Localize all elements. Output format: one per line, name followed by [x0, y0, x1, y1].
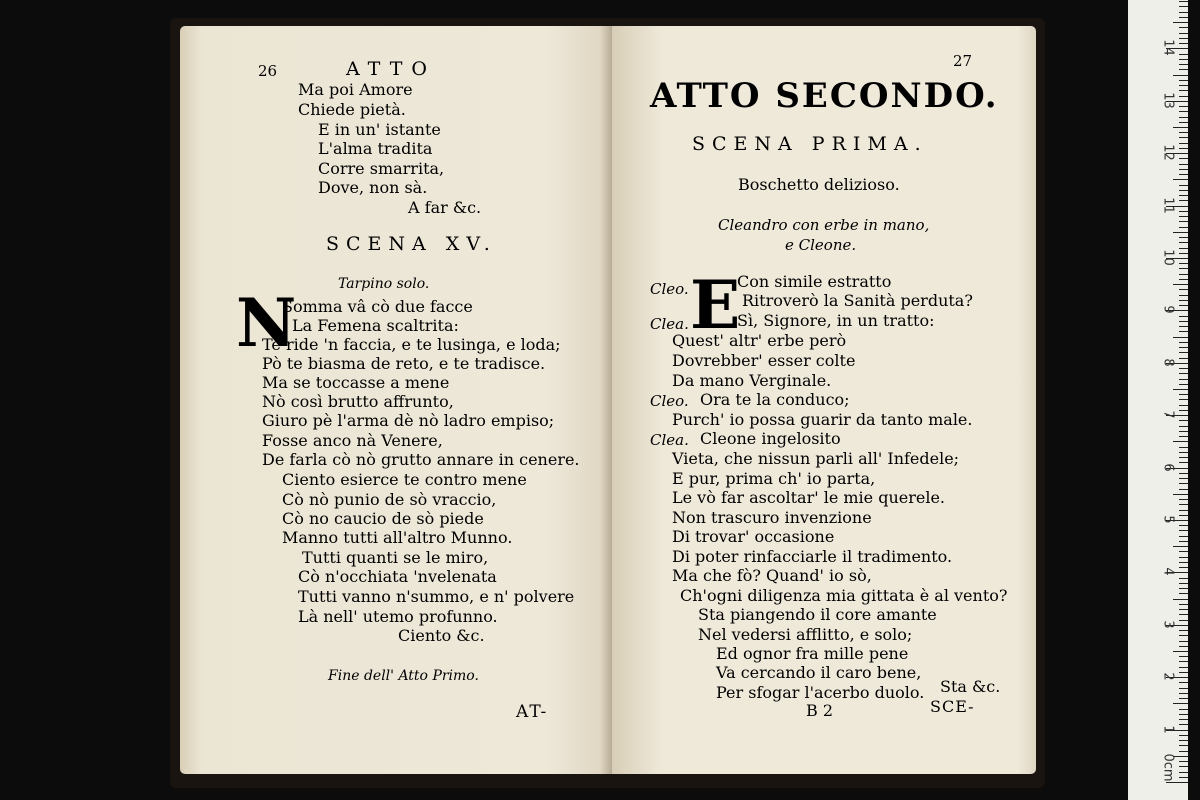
ruler-tick — [1179, 54, 1188, 55]
ruler-tick — [1179, 43, 1188, 44]
ruler-tick — [1179, 216, 1188, 217]
ruler-tick — [1179, 64, 1188, 65]
ruler-tick — [1179, 447, 1188, 448]
verse-line: De farla cò nò grutto annare in cenere. — [262, 450, 580, 469]
dialogue-line: Ma che fò? Quand' io sò, — [672, 566, 872, 585]
ruler-tick — [1179, 515, 1188, 516]
ruler-tick — [1179, 347, 1188, 348]
verse-line: Tutti vanno n'summo, e n' polvere — [298, 587, 575, 606]
ruler-tick — [1179, 525, 1188, 526]
dialogue-line: Ora te la conduco; — [700, 390, 850, 409]
ruler-tick — [1173, 389, 1188, 390]
ruler-tick — [1179, 672, 1188, 673]
ruler-tick — [1173, 651, 1188, 652]
ruler-tick — [1179, 661, 1188, 662]
ruler-tick — [1179, 211, 1188, 212]
ruler-tick — [1179, 431, 1188, 432]
ruler-tick — [1179, 85, 1188, 86]
dialogue-line: Ritroverò la Sanità perduta? — [742, 291, 973, 310]
ruler-tick — [1179, 227, 1188, 228]
ruler-tick — [1179, 221, 1188, 222]
ruler-tick — [1179, 604, 1188, 605]
verse-line: Cò nò punio de sò vraccio, — [282, 490, 497, 509]
ruler-tick — [1179, 688, 1188, 689]
ruler-tick — [1179, 420, 1188, 421]
verse-line: Cò no caucio de sò piede — [282, 509, 484, 528]
verse-line: La Femena scaltrita: — [292, 316, 459, 335]
verse-line: Chiede pietà. — [298, 100, 406, 119]
scene-heading: SCENA XV. — [326, 233, 497, 255]
dialogue-line: Vieta, che nissun parli all' Infedele; — [672, 449, 960, 468]
ruler-tick — [1179, 478, 1188, 479]
ruler-tick — [1179, 342, 1188, 343]
ruler-tick — [1179, 137, 1188, 138]
ruler-tick — [1173, 337, 1188, 338]
dialogue-line: Quest' altr' erbe però — [672, 331, 847, 350]
catchword: SCE- — [930, 697, 975, 716]
ruler-tick — [1179, 646, 1188, 647]
ruler-tick — [1179, 289, 1188, 290]
ruler-tick — [1179, 399, 1188, 400]
ruler-tick — [1179, 766, 1188, 767]
dialogue-line: Con simile estratto — [737, 272, 892, 291]
ruler-tick — [1173, 75, 1188, 76]
ruler-tick — [1179, 143, 1188, 144]
ruler-tick — [1179, 719, 1188, 720]
ruler-tick — [1179, 473, 1188, 474]
ruler-tick — [1179, 635, 1188, 636]
ruler-tick — [1179, 358, 1188, 359]
ruler-tick — [1179, 578, 1188, 579]
ruler-tick — [1179, 106, 1188, 107]
dialogue-line: E pur, prima ch' io parta, — [672, 469, 876, 488]
ruler-tick — [1179, 593, 1188, 594]
dialogue-line: Sta &c. — [940, 677, 1001, 696]
ruler-label: 10 — [1160, 249, 1176, 266]
ruler-tick — [1179, 426, 1188, 427]
ruler-tick — [1179, 263, 1188, 264]
left-running-head: ATTO — [346, 58, 436, 80]
dialogue-line: Ed ognor fra mille pene — [716, 644, 909, 663]
ruler-tick — [1179, 253, 1188, 254]
ruler-tick — [1179, 772, 1188, 773]
ruler-tick — [1179, 174, 1188, 175]
speaker-label: Clea. — [650, 315, 689, 333]
end-of-act-note: Fine dell' Atto Primo. — [328, 668, 479, 684]
drop-capital: E — [690, 266, 741, 344]
ruler-tick — [1179, 667, 1188, 668]
ruler-label: 13 — [1160, 92, 1176, 109]
ruler-label: 1 — [1160, 724, 1176, 734]
dialogue-line: Purch' io possa guarir da tanto male. — [672, 410, 973, 429]
verse-line: Nò così brutto affrunto, — [262, 392, 454, 411]
ruler-tick — [1179, 777, 1188, 778]
ruler-tick — [1179, 368, 1188, 369]
dialogue-line: Non trascuro invenzione — [672, 508, 872, 527]
ruler-tick — [1179, 735, 1188, 736]
ruler-tick — [1179, 714, 1188, 715]
ruler-tick — [1179, 557, 1188, 558]
ruler-label: 11 — [1160, 196, 1176, 214]
ruler-tick — [1179, 551, 1188, 552]
ruler-tick — [1179, 457, 1188, 458]
ruler-tick — [1173, 22, 1188, 23]
ruler-tick — [1179, 132, 1188, 133]
ruler-label: 0cm — [1160, 753, 1176, 782]
dialogue-line: Va cercando il caro bene, — [716, 663, 922, 682]
ruler-tick — [1179, 352, 1188, 353]
speaker-label: Clea. — [650, 431, 689, 449]
ruler-label: 7 — [1160, 410, 1176, 419]
dialogue-line: Di trovar' occasione — [672, 527, 835, 546]
act-title: ATTO SECONDO. — [650, 76, 999, 116]
ruler-label: 6 — [1160, 462, 1176, 472]
ruler-tick — [1179, 295, 1188, 296]
verse-line: Somma vâ cò due facce — [282, 297, 473, 316]
ruler-tick — [1179, 379, 1188, 380]
dialogue-line: Nel vedersi afflitto, e solo; — [698, 625, 913, 644]
ruler-tick — [1179, 751, 1188, 752]
ruler-tick — [1179, 567, 1188, 568]
dialogue-line: Per sfogar l'acerbo duolo. — [716, 683, 925, 702]
ruler-tick — [1179, 614, 1188, 615]
ruler-label: 3 — [1160, 620, 1176, 629]
ruler-tick — [1179, 237, 1188, 238]
dialogue-line: Cleone ingelosito — [700, 429, 841, 448]
ruler-tick — [1179, 148, 1188, 149]
ruler-tick — [1173, 179, 1188, 180]
ruler-tick — [1179, 316, 1188, 317]
ruler-tick — [1179, 200, 1188, 201]
verse-line: Corre smarrita, — [318, 159, 445, 178]
ruler-tick — [1173, 441, 1188, 442]
ruler-tick — [1179, 462, 1188, 463]
ruler-tick — [1179, 122, 1188, 123]
ruler-tick — [1173, 703, 1188, 704]
character-note: Tarpino solo. — [338, 276, 430, 292]
ruler-tick — [1179, 242, 1188, 243]
ruler-tick — [1179, 436, 1188, 437]
dialogue-line: Sì, Signore, in un tratto: — [737, 311, 935, 330]
dialogue-line: Le vò far ascoltar' le mie querele. — [672, 488, 946, 507]
speaker-label: Cleo. — [650, 392, 689, 410]
ruler-tick — [1173, 494, 1188, 495]
ruler-tick — [1179, 384, 1188, 385]
verse-line: Ma poi Amore — [298, 80, 413, 99]
ruler-tick — [1179, 630, 1188, 631]
ruler-tick — [1179, 530, 1188, 531]
ruler-tick — [1179, 12, 1188, 13]
ruler-tick — [1179, 641, 1188, 642]
ruler-tick — [1179, 331, 1188, 332]
ruler-tick — [1179, 117, 1188, 118]
dialogue-line: Sta piangendo il core amante — [698, 605, 937, 624]
ruler-tick — [1179, 693, 1188, 694]
ruler-tick — [1179, 745, 1188, 746]
ruler-tick — [1173, 232, 1188, 233]
ruler-tick — [1179, 394, 1188, 395]
drop-capital: N — [236, 284, 297, 362]
verse-line: E in un' istante — [318, 120, 441, 139]
verse-line: Tutti quanti se le miro, — [302, 548, 489, 567]
ruler-tick — [1179, 499, 1188, 500]
ruler-tick — [1166, 782, 1188, 783]
ruler-label: 12 — [1160, 144, 1176, 161]
verse-line: Pò te biasma de reto, e te tradisce. — [262, 354, 546, 373]
stage-direction: e Cleone. — [785, 236, 857, 254]
ruler-tick — [1179, 510, 1188, 511]
ruler-tick — [1179, 536, 1188, 537]
ruler-tick — [1179, 111, 1188, 112]
ruler-tick — [1179, 452, 1188, 453]
ruler-tick — [1179, 483, 1188, 484]
ruler-label: 8 — [1160, 358, 1176, 367]
ruler-label: 9 — [1160, 305, 1176, 315]
ruler-tick — [1179, 33, 1188, 34]
verse-line: Giuro pè l'arma dè nò ladro empiso; — [262, 411, 555, 430]
ruler-tick — [1179, 620, 1188, 621]
measuring-ruler — [1128, 0, 1188, 800]
verse-line: Ciento &c. — [398, 626, 485, 645]
ruler-tick — [1179, 195, 1188, 196]
ruler-tick — [1179, 6, 1188, 7]
ruler-tick — [1179, 185, 1188, 186]
dialogue-line: Ch'ogni diligenza mia gittata è al vento? — [680, 586, 1008, 605]
scene-heading: SCENA PRIMA. — [692, 133, 928, 155]
ruler-tick — [1179, 373, 1188, 374]
ruler-tick — [1173, 127, 1188, 128]
ruler-tick — [1173, 284, 1188, 285]
ruler-tick — [1173, 599, 1188, 600]
verse-line: A far &c. — [408, 198, 482, 217]
catchword: AT- — [516, 702, 549, 722]
verse-line: Fosse anco nà Venere, — [262, 431, 443, 450]
right-page-number: 27 — [953, 52, 973, 70]
verse-line: Manno tutti all'altro Munno. — [282, 528, 513, 547]
ruler-tick — [1179, 158, 1188, 159]
ruler-tick — [1179, 405, 1188, 406]
ruler-tick — [1179, 300, 1188, 301]
ruler-tick — [1179, 709, 1188, 710]
ruler-tick — [1179, 583, 1188, 584]
ruler-tick — [1179, 268, 1188, 269]
ruler-tick — [1179, 279, 1188, 280]
ruler-tick — [1179, 59, 1188, 60]
speaker-label: Cleo. — [650, 280, 689, 298]
dialogue-line: Da mano Verginale. — [672, 371, 832, 390]
ruler-tick — [1179, 90, 1188, 91]
ruler-tick — [1179, 698, 1188, 699]
ruler-tick — [1179, 17, 1188, 18]
ruler-tick — [1173, 546, 1188, 547]
ruler-label: 14 — [1160, 39, 1176, 57]
ruler-label: 2 — [1160, 672, 1176, 681]
ruler-tick — [1179, 682, 1188, 683]
stage-direction: Cleandro con erbe in mano, — [718, 216, 930, 234]
verse-line: Ciento esierce te contro mene — [282, 470, 527, 489]
ruler-tick — [1179, 562, 1188, 563]
ruler-tick — [1179, 305, 1188, 306]
signature-mark: B 2 — [806, 701, 834, 720]
verse-line: Te ride 'n faccia, e te lusinga, e loda; — [262, 335, 561, 354]
ruler-tick — [1179, 1, 1188, 2]
ruler-tick — [1179, 96, 1188, 97]
ruler-tick — [1179, 274, 1188, 275]
ruler-tick — [1179, 410, 1188, 411]
ruler-tick — [1179, 656, 1188, 657]
verse-line: L'alma tradita — [318, 139, 433, 158]
ruler-tick — [1179, 588, 1188, 589]
ruler-tick — [1179, 164, 1188, 165]
ruler-tick — [1179, 504, 1188, 505]
dialogue-line: Dovrebber' esser colte — [672, 351, 856, 370]
ruler-tick — [1179, 740, 1188, 741]
left-page-number: 26 — [258, 62, 278, 80]
ruler-tick — [1179, 489, 1188, 490]
ruler-tick — [1179, 326, 1188, 327]
dialogue-line: Di poter rinfacciarle il tradimento. — [672, 547, 953, 566]
verse-line: Cò n'occhiata 'nvelenata — [298, 567, 497, 586]
ruler-tick — [1179, 761, 1188, 762]
ruler-tick — [1179, 169, 1188, 170]
scene-setting: Boschetto delizioso. — [738, 175, 900, 194]
ruler-tick — [1179, 609, 1188, 610]
verse-line: Ma se toccasse a mene — [262, 373, 450, 392]
ruler-tick — [1179, 69, 1188, 70]
ruler-tick — [1179, 190, 1188, 191]
verse-line: Là nell' utemo profunno. — [298, 607, 498, 626]
ruler-tick — [1179, 38, 1188, 39]
ruler-tick — [1179, 80, 1188, 81]
ruler-tick — [1179, 248, 1188, 249]
verse-line: Dove, non sà. — [318, 178, 428, 197]
ruler-tick — [1179, 321, 1188, 322]
ruler-tick — [1179, 724, 1188, 725]
ruler-label: 4 — [1160, 567, 1176, 577]
ruler-label: 5 — [1160, 515, 1176, 524]
ruler-tick — [1179, 541, 1188, 542]
ruler-tick — [1179, 27, 1188, 28]
